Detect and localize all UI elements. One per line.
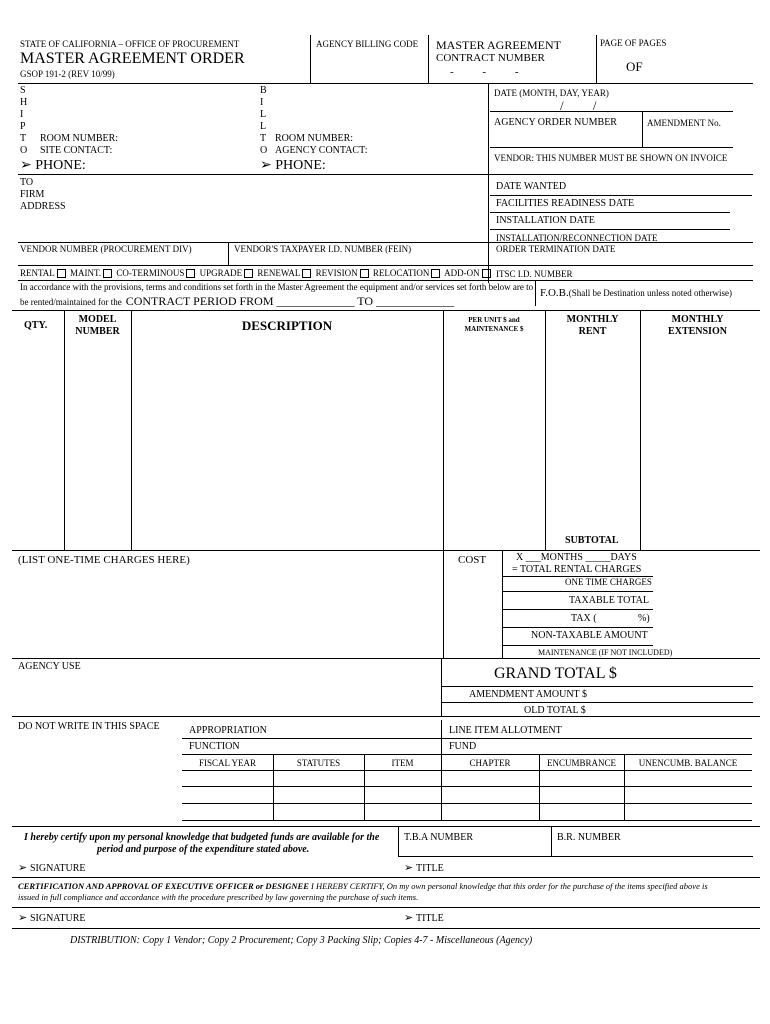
checkbox[interactable] (244, 269, 253, 278)
ship-letter: S (20, 85, 26, 96)
date-wanted-label: DATE WANTED (496, 181, 567, 192)
order-type-addon: ADD-ON (444, 268, 480, 278)
header-chapter: CHAPTER (469, 758, 511, 768)
bill-agency-contact-label: AGENCY CONTACT: (275, 145, 368, 156)
ship-letter: P (20, 121, 26, 132)
arrow-icon: ➢ (404, 862, 414, 874)
ship-letter: I (20, 109, 24, 120)
contract-number-label: CONTRACT NUMBER (436, 52, 545, 64)
installation-date-label: INSTALLATION DATE (496, 215, 595, 226)
arrow-icon: ➢ (404, 912, 414, 924)
cost-label: COST (458, 554, 487, 566)
col-rent: RENT (578, 326, 607, 337)
months-days-field[interactable]: X ___MONTHS _____DAYS (516, 552, 637, 563)
office-name: STATE OF CALIFORNIA – OFFICE OF PROCUREMENT (20, 39, 240, 49)
to-label: TO (20, 177, 34, 188)
order-type-revision: REVISION (315, 268, 358, 278)
agency-billing-code-label: AGENCY BILLING CODE (316, 39, 419, 49)
bill-letter: T (260, 133, 267, 144)
do-not-write-label: DO NOT WRITE IN THIS SPACE (18, 721, 160, 732)
appropriation-label: APPROPRIATION (189, 725, 267, 736)
signature-label: SIGNATURE (29, 913, 86, 924)
page-of-pages-label: PAGE OF PAGES (600, 38, 667, 48)
order-type-maint: MAINT. (70, 268, 102, 278)
fob-note: (Shall be Destination unless noted otherwise) (568, 288, 732, 298)
bill-room-number-label: ROOM NUMBER: (275, 133, 354, 144)
arrow-icon: ➢ (18, 912, 28, 924)
order-type-relocation: RELOCATION (372, 268, 430, 278)
line-item-allotment-label: LINE ITEM ALLOTMENT (449, 725, 562, 736)
col-model: MODEL (78, 314, 117, 325)
checkbox[interactable] (57, 269, 66, 278)
checkbox[interactable] (103, 269, 112, 278)
header-encumbrance: ENCUMBRANCE (546, 758, 616, 768)
certify-line1: I hereby certify upon my personal knowledge that budgeted funds are available for the (24, 832, 380, 843)
non-taxable-label: NON-TAXABLE AMOUNT (531, 630, 648, 641)
header-item: ITEM (391, 758, 414, 768)
ship-letter: O (20, 145, 28, 156)
checkbox[interactable] (360, 269, 369, 278)
page-of-label: OF (626, 59, 643, 74)
title-label: TITLE (415, 913, 444, 924)
ship-site-contact-label: SITE CONTACT: (40, 145, 113, 156)
certify-line2: period and purpose of the expenditure stated above. (97, 844, 310, 855)
vendor-number-label: VENDOR NUMBER (PROCUREMENT DIV) (20, 244, 192, 254)
function-label: FUNCTION (189, 741, 240, 752)
date-label: DATE (MONTH, DAY, YEAR) (494, 88, 609, 98)
amendment-amount-label: AMENDMENT AMOUNT $ (469, 689, 587, 700)
fund-label: FUND (449, 741, 477, 752)
checkbox[interactable] (302, 269, 311, 278)
ship-letter: T (20, 133, 27, 144)
checkbox[interactable] (482, 269, 491, 278)
taxable-total-label: TAXABLE TOTAL (569, 595, 649, 606)
itsc-id-label: ITSC I.D. NUMBER (496, 269, 573, 279)
date-field[interactable]: / / (560, 98, 597, 113)
subtotal-label: SUBTOTAL (565, 535, 619, 546)
facilities-readiness-label: FACILITIES READINESS DATE (496, 198, 635, 209)
col-per-unit: PER UNIT $ and (468, 316, 520, 324)
fob-label: F.O.B. (540, 287, 569, 299)
checkbox[interactable] (186, 269, 195, 278)
br-number-label: B.R. NUMBER (557, 832, 621, 843)
maintenance-label: MAINTENANCE (IF NOT INCLUDED) (538, 648, 673, 657)
approval-text2: issued in full compliance and accordance with the procedure prescribed by law governing the purchase of such items. (18, 892, 419, 902)
bill-phone-label: PHONE: (275, 158, 326, 173)
header-unencumb-balance: UNENCUMB. BALANCE (638, 758, 738, 768)
arrow-icon: ➢ (20, 158, 32, 173)
old-total-label: OLD TOTAL $ (524, 705, 586, 716)
bill-letter: B (260, 85, 267, 96)
bill-letter: I (260, 97, 264, 108)
agency-order-number-label: AGENCY ORDER NUMBER (494, 117, 617, 128)
col-number: NUMBER (75, 326, 120, 337)
agency-use-label: AGENCY USE (18, 661, 81, 672)
ship-room-number-label: ROOM NUMBER: (40, 133, 119, 144)
vendor-invoice-note: VENDOR: THIS NUMBER MUST BE SHOWN ON INVOICE (494, 153, 728, 163)
col-description: DESCRIPTION (241, 318, 333, 333)
bill-letter: L (260, 109, 267, 120)
order-type-renewal: RENEWAL (257, 268, 301, 278)
firm-label: FIRM (20, 189, 45, 200)
arrow-icon: ➢ (260, 158, 272, 173)
tax-pct-label: %) (638, 613, 650, 624)
order-termination-label: ORDER TERMINATION DATE (496, 244, 616, 254)
rented-text: be rented/maintained for the (20, 297, 122, 307)
amendment-no-label: AMENDMENT No. (647, 118, 721, 128)
ship-phone-label: PHONE: (35, 158, 86, 173)
list-one-time-label: (LIST ONE-TIME CHARGES HERE) (18, 554, 190, 566)
order-type-options (20, 268, 493, 278)
total-rental-label: = TOTAL RENTAL CHARGES (512, 564, 642, 575)
master-agreement-label: MASTER AGREEMENT (436, 38, 562, 52)
title-label: TITLE (415, 863, 444, 874)
contract-number-field[interactable]: - - - (450, 66, 519, 78)
order-type-upgrade: UPGRADE (199, 268, 243, 278)
ship-letter: H (20, 97, 28, 108)
order-type-coterminous: CO-TERMINOUS (116, 268, 185, 278)
col-extension: EXTENSION (668, 326, 727, 337)
contract-period-field[interactable]: CONTRACT PERIOD FROM _____________ TO _____________ (125, 294, 455, 308)
bill-letter: L (260, 121, 267, 132)
form-number: GSOP 191-2 (REV 10/99) (20, 69, 115, 79)
bill-letter: O (260, 145, 268, 156)
order-type-rental: RENTAL (20, 268, 55, 278)
reconnection-date-label: INSTALLATION/RECONNECTION DATE (496, 233, 658, 243)
tba-number-label: T.B.A NUMBER (404, 832, 473, 843)
col-qty: QTY. (24, 320, 48, 331)
page-title: MASTER AGREEMENT ORDER (20, 50, 245, 67)
signature-label: SIGNATURE (29, 863, 86, 874)
grand-total-label: GRAND TOTAL $ (494, 665, 617, 682)
address-label: ADDRESS (20, 201, 66, 212)
one-time-charges-label: ONE TIME CHARGES (565, 577, 652, 587)
tax-label: TAX ( (571, 613, 597, 624)
distribution-text: DISTRIBUTION: Copy 1 Vendor; Copy 2 Procurement; Copy 3 Packing Slip; Copies 4-7 - Miscellaneous (Agency) (70, 935, 533, 946)
arrow-icon: ➢ (18, 862, 28, 874)
accordance-text: In accordance with the provisions, terms and conditions set forth in the Master Agreement the equipment and/or services set forth below are to (20, 282, 534, 292)
approval-heading: CERTIFICATION AND APPROVAL OF EXECUTIVE OFFICER or DESIGNEE (18, 881, 309, 891)
approval-text1: I HEREBY CERTIFY, On my own personal knowledge that this order for the purchase of the items specified above is (311, 881, 708, 891)
checkbox[interactable] (431, 269, 440, 278)
col-monthly: MONTHLY (566, 314, 619, 325)
col-monthly-ext: MONTHLY (671, 314, 724, 325)
header-fiscal-year: FISCAL YEAR (198, 758, 257, 768)
col-maintenance: MAINTENANCE $ (464, 325, 524, 333)
taxpayer-id-label: VENDOR'S TAXPAYER I.D. NUMBER (FEIN) (234, 244, 412, 254)
header-statutes: STATUTES (296, 758, 341, 768)
